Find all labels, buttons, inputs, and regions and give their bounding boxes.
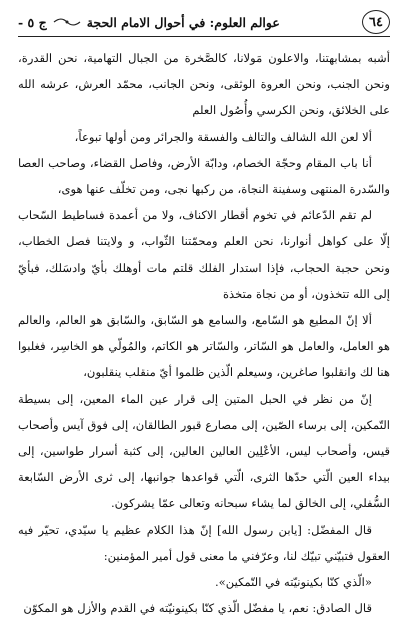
paragraph-3: أنا باب المقام وحجّة الخصام، ودابّة الأرض، وفاصل القضاء، وصاحب العصا والسّدرة المنتهى وسفينة النجاة، من ركبها نجى، ومن تخلّف عنها هوى،	[18, 155, 390, 197]
paragraph-4: لم تقم الدّعائم في تخوم أقطار الاكناف، ولا من أعمدة فساطيط السّحاب إلّا على كواهل أنوارنا، نحن العلم ومحمّتنا الثّواب، و ولايتنا فصل الخطاب، ونحن حجبة الحجاب، فإذا استدار الفلك قلتم مات أوهلك بأيّ وادسَلك، فبأيّ إلى الله تتخذون، أو من نجاة متخذة	[18, 208, 390, 301]
paragraph-7: قال المفضّل: [يابن رسول الله] إنّ هذا الكلام عظيم يا سيّدي، تحيّر فيه العقول فتبيّني تبيّك لنا، وعرّفني ما معنى قول أمير المؤمنين:	[18, 522, 390, 563]
running-title	[18, 15, 280, 30]
page-number	[362, 10, 390, 34]
paragraph-1: أشبه بمشابهتنا، والاعلون مَولانا، كالصَّخرة من الجبال التهامية، نحن القدرة، ونحن الجنب، ونحن العروة الوثقى، ونحن الجانب، محمّد العرش، عرشه الله على الخلائق، ونحن الكرسي وأُصُول العلم	[18, 51, 390, 118]
running-title-text: عوالم العلوم: في أحوال الامام الحجة	[86, 14, 280, 30]
paragraph-5: ألا إنّ المطيع هو السّامع، والسامع هو السّابق، والسّابق هو العالم، والعالم هو العامل، والعامل هو السّاتر، والسّاتر هو الكاتم، والمُولّي هو الخاسِر، فغلبوا هنا لك وانقلبوا صاغرين، وسيعلم الّذين ظلموا أيّ منقلب ينقلبون،	[18, 313, 390, 380]
page-body	[18, 45, 390, 621]
paragraph-2: ألا لعن الله الشالف والتالف والفسقة والجرائر ومن أولها تبوعاً،	[74, 129, 372, 144]
volume-label: ج ٥ -	[18, 14, 47, 30]
page-number-text: ٦٤	[369, 14, 383, 30]
paragraph-6: إنّ من نظر في الحبل المتين إلى قرار عين الماء المعين، إلى بسيطة التّمكين، إلى برساء الصّين، إلى مصارع قبور الطالقان، إلى فوق آيس وأصحاب قيس، وأصحاب ليس، الأعْلِين العالين العالين، إلى كثبة أسرار طواسين، إلى بيداء العين الّتي حدّها الثرى، الّتي قواعدها جوانبها، إلى ثرى الأرض السّابعة السُّفلي، إلى الخالق لما يشاء سبحانه وتعالى عمّا يشركون.	[18, 391, 390, 511]
paragraph-9: قال الصادق: نعم، يا مفضّل الّذي كنّا بكينونيّته في القدم والأزل هو المكوّن	[23, 601, 372, 616]
quote-line: «الّذي كنّا بكينونيّته في التّمكين».	[214, 575, 372, 590]
ornament-icon	[53, 17, 81, 27]
page-header	[18, 10, 390, 37]
